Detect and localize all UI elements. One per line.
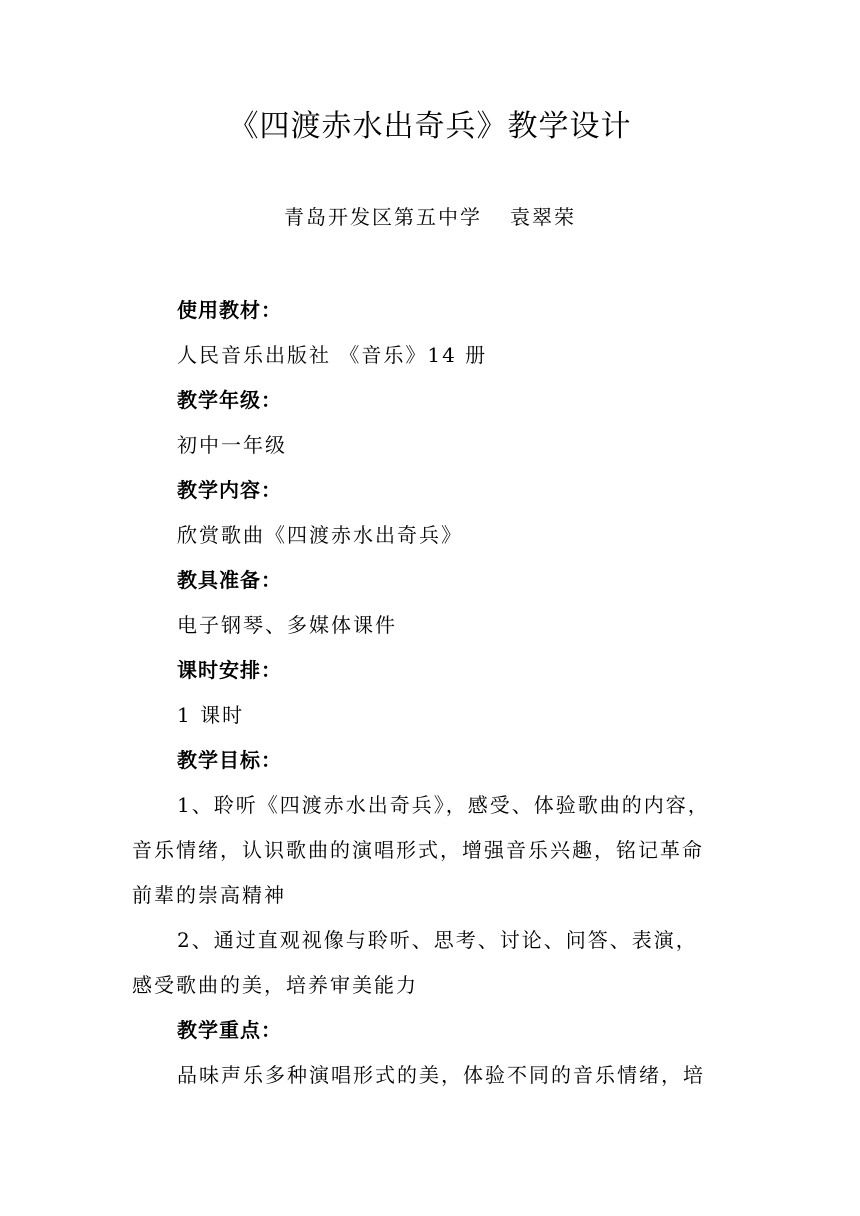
author-name: 袁翠荣 xyxy=(510,205,576,229)
grade-value: 初中一年级 xyxy=(177,433,287,457)
goals-heading: 教学目标： xyxy=(177,748,282,772)
author-line xyxy=(0,200,860,234)
goal-1-line-1: 1、聆听《四渡赤水出奇兵》，感受、体验歌曲的内容， xyxy=(177,793,710,817)
goal-2-line-1: 2、通过直观视像与聆听、思考、讨论、问答、表演， xyxy=(177,928,698,952)
schedule-value: 1 课时 xyxy=(177,703,245,727)
grade-heading: 教学年级： xyxy=(177,388,282,412)
material-value: 人民音乐出版社 《音乐》14 册 xyxy=(177,343,488,367)
goal-1-line-2: 音乐情绪，认识歌曲的演唱形式，增强音乐兴趣，铭记革命 xyxy=(132,838,704,862)
focus-line-1: 品味声乐多种演唱形式的美，体验不同的音乐情绪，培 xyxy=(177,1063,705,1087)
content-value: 欣赏歌曲《四渡赤水出奇兵》 xyxy=(177,523,463,547)
document-body xyxy=(132,288,732,1098)
focus-heading: 教学重点： xyxy=(177,1018,282,1042)
tools-value: 电子钢琴、多媒体课件 xyxy=(177,613,397,637)
schedule-heading: 课时安排： xyxy=(177,658,282,682)
tools-heading: 教具准备： xyxy=(177,568,282,592)
document-title: 《四渡赤水出奇兵》教学设计 xyxy=(228,109,632,144)
goal-1-line-3: 前辈的崇高精神 xyxy=(132,883,286,907)
goal-2-line-2: 感受歌曲的美，培养审美能力 xyxy=(132,973,418,997)
content-heading: 教学内容： xyxy=(177,478,282,502)
author-school: 青岛开发区第五中学 xyxy=(284,205,482,229)
material-heading: 使用教材： xyxy=(177,298,282,322)
